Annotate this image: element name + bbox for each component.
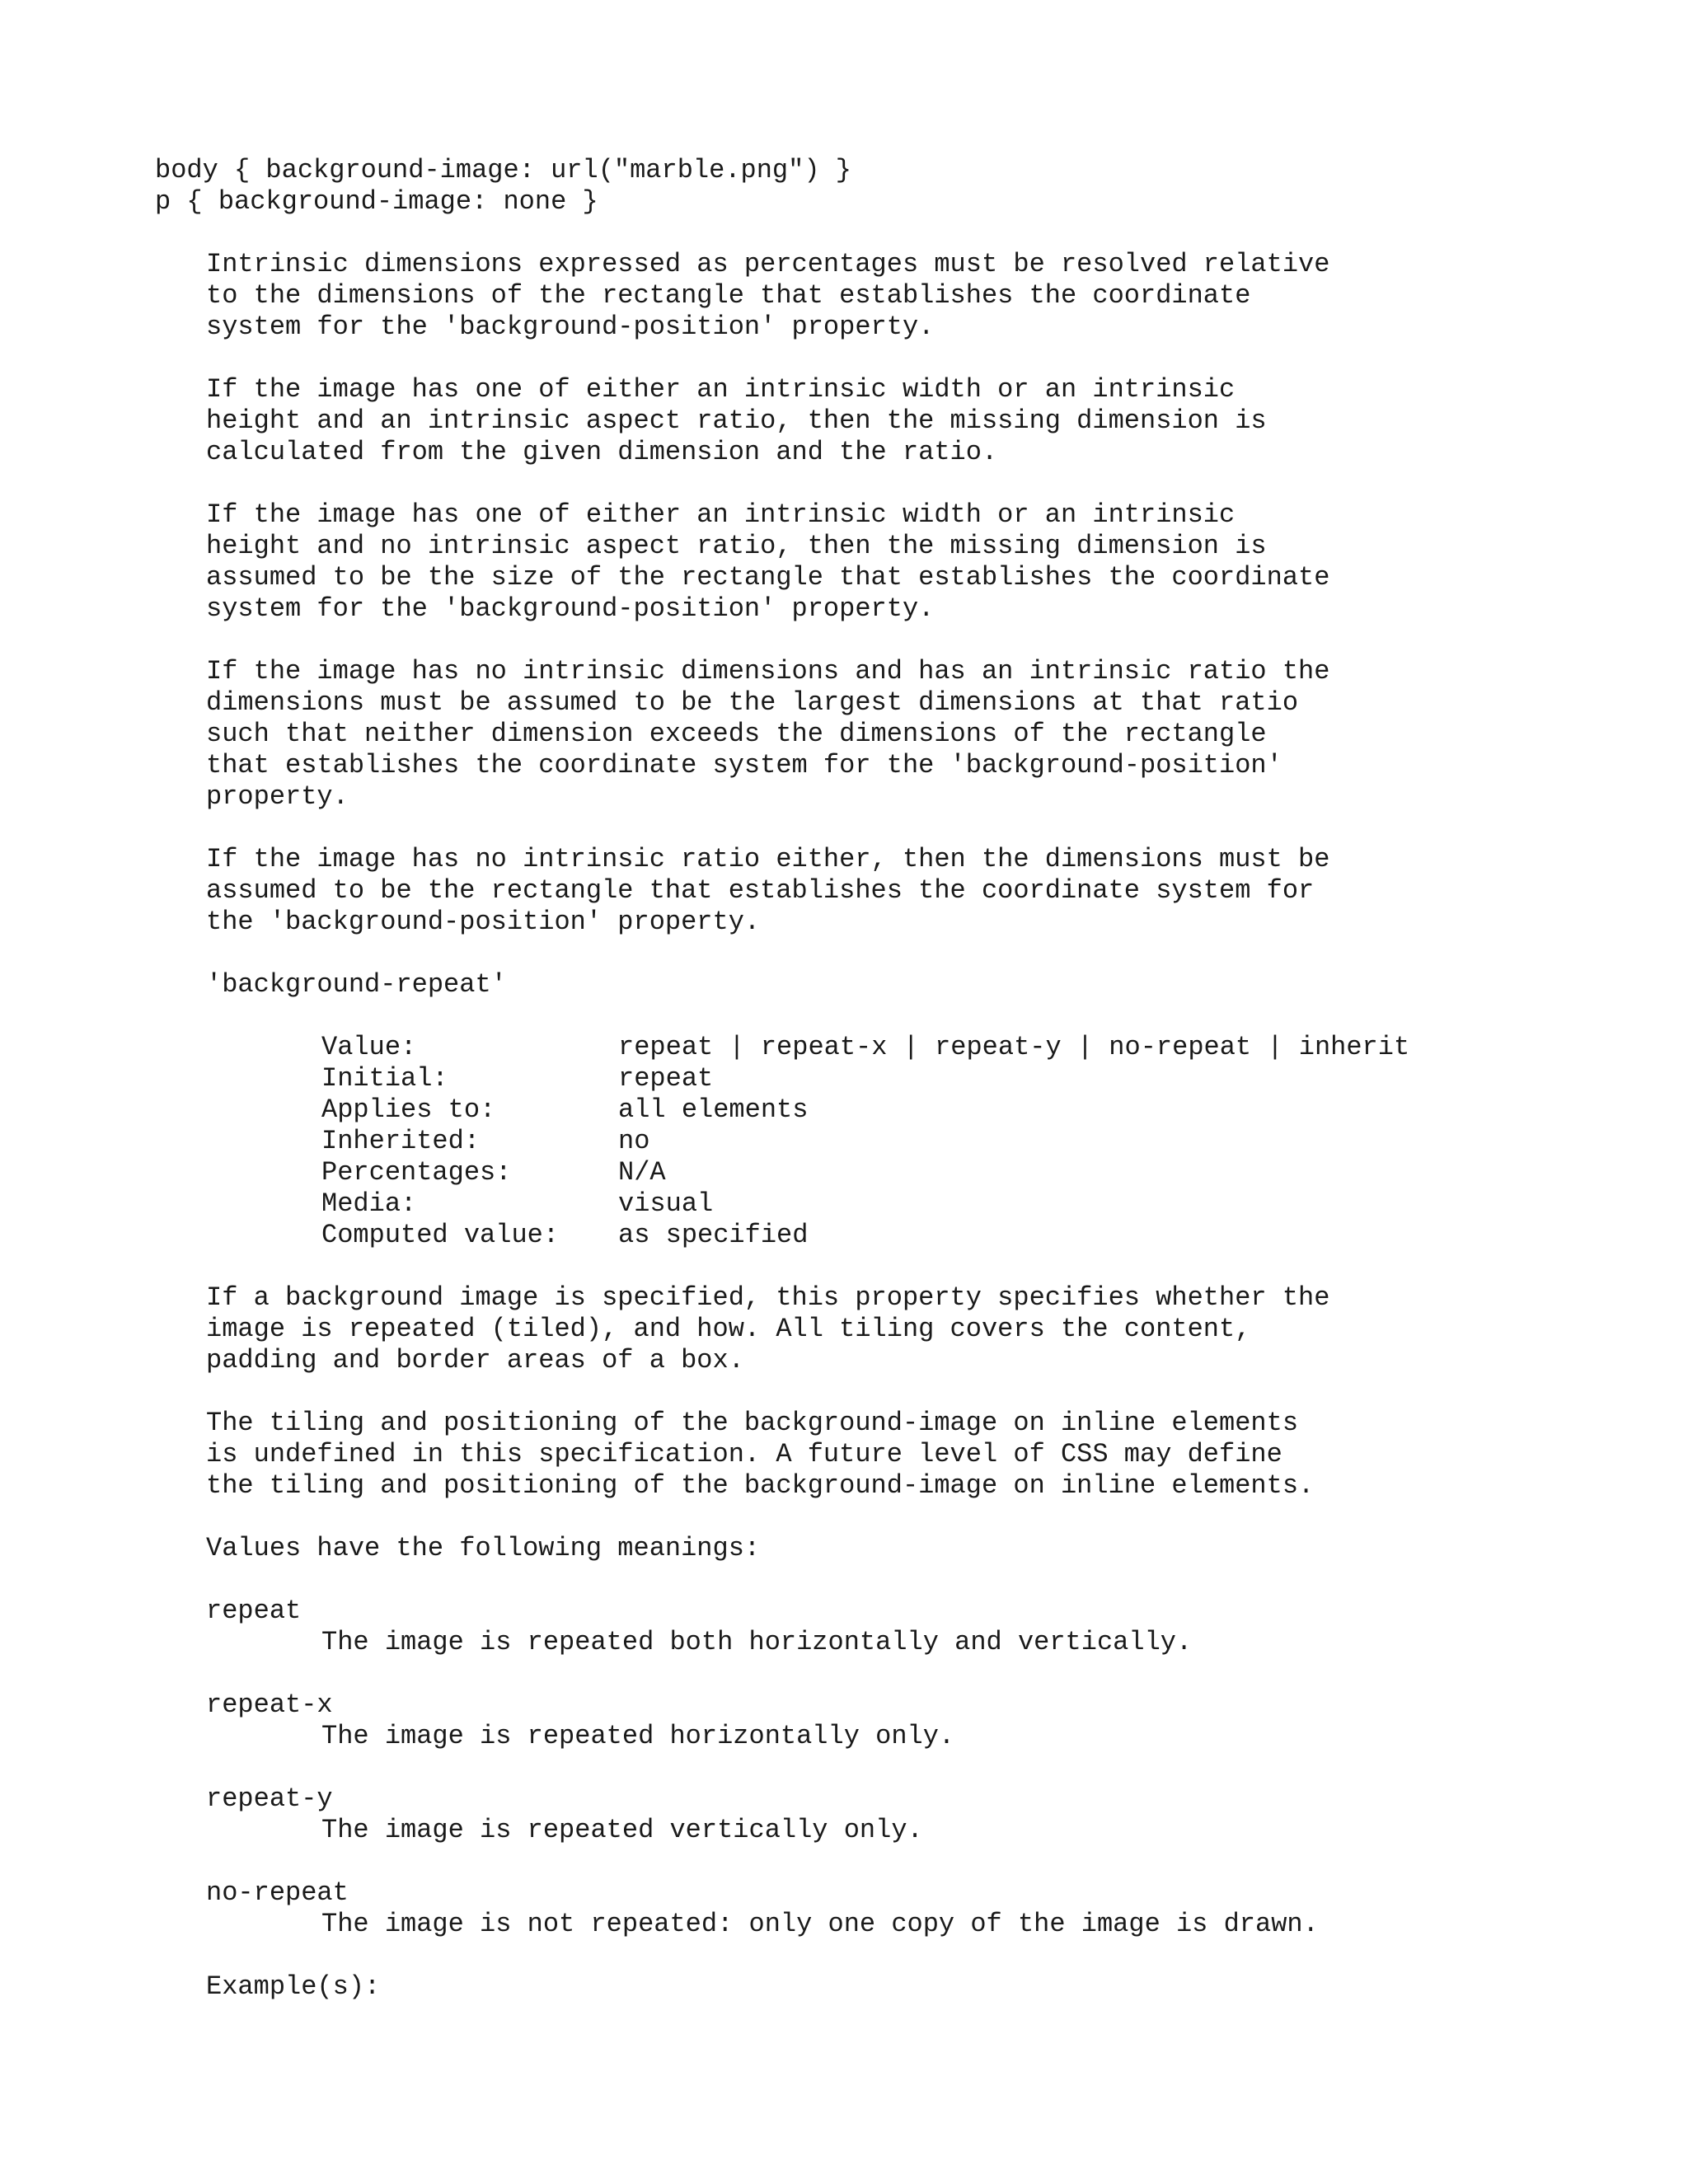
paragraph-line: system for the 'background-position' property. [206,593,935,624]
paragraph-line: is undefined in this specification. A future level of CSS may define [206,1439,1282,1469]
property-value: N/A [618,1157,666,1188]
property-label: Value: [321,1032,417,1062]
paragraph-line: If the image has no intrinsic dimensions and has an intrinsic ratio the [206,656,1330,687]
paragraph-line: height and no intrinsic aspect ratio, then the missing dimension is [206,531,1267,561]
paragraph-line: to the dimensions of the rectangle that establishes the coordinate [206,280,1251,311]
paragraph-line: padding and border areas of a box. [206,1345,744,1376]
paragraph-line: height and an intrinsic aspect ratio, then the missing dimension is [206,405,1267,436]
paragraph-line: The tiling and positioning of the background-image on inline elements [206,1408,1299,1438]
property-value: visual [618,1188,714,1219]
paragraph-line: calculated from the given dimension and the ratio. [206,437,998,467]
paragraph-line: Intrinsic dimensions expressed as percentages must be resolved relative [206,249,1330,279]
paragraph-line: If the image has no intrinsic ratio either, then the dimensions must be [206,844,1330,874]
value-definition: The image is repeated both horizontally and vertically. [321,1627,1193,1657]
property-label: Media: [321,1188,417,1219]
paragraph-line: If the image has one of either an intrinsic width or an intrinsic [206,374,1236,405]
property-label: Initial: [321,1063,448,1094]
value-term: no-repeat [206,1877,349,1908]
property-value: repeat | repeat-x | repeat-y | no-repeat | inherit [618,1032,1410,1062]
property-label: Applies to: [321,1094,496,1125]
value-definition: The image is not repeated: only one copy of the image is drawn. [321,1909,1319,1939]
property-value: all elements [618,1094,809,1125]
value-term: repeat [206,1596,302,1626]
paragraph-line: If the image has one of either an intrinsic width or an intrinsic [206,499,1236,530]
value-definition: The image is repeated horizontally only. [321,1721,955,1751]
property-value: no [618,1126,650,1156]
property-value: as specified [618,1220,809,1250]
property-label: Inherited: [321,1126,481,1156]
value-term: repeat-y [206,1783,333,1814]
property-label: Percentages: [321,1157,512,1188]
property-heading: 'background-repeat' [206,969,507,1000]
paragraph-line: assumed to be the rectangle that establishes the coordinate system for [206,875,1315,906]
property-value: repeat [618,1063,714,1094]
paragraph-line: dimensions must be assumed to be the largest dimensions at that ratio [206,687,1299,718]
examples-label: Example(s): [206,1971,381,2002]
code-line: body { background-image: url("marble.png") } [155,155,851,185]
property-label: Computed value: [321,1220,560,1250]
paragraph-line: the 'background-position' property. [206,907,761,937]
paragraph-line: image is repeated (tiled), and how. All tiling covers the content, [206,1314,1251,1344]
paragraph-line: the tiling and positioning of the background-image on inline elements. [206,1470,1315,1501]
value-definition: The image is repeated vertically only. [321,1815,923,1845]
meanings-intro: Values have the following meanings: [206,1533,761,1563]
paragraph-line: If a background image is specified, this property specifies whether the [206,1282,1330,1313]
paragraph-line: assumed to be the size of the rectangle that establishes the coordinate [206,562,1330,593]
paragraph-line: such that neither dimension exceeds the dimensions of the rectangle [206,719,1267,749]
value-term: repeat-x [206,1690,333,1720]
paragraph-line: property. [206,781,349,812]
paragraph-line: system for the 'background-position' property. [206,312,935,342]
code-line: p { background-image: none } [155,186,598,217]
paragraph-line: that establishes the coordinate system for the 'background-position' [206,750,1282,780]
